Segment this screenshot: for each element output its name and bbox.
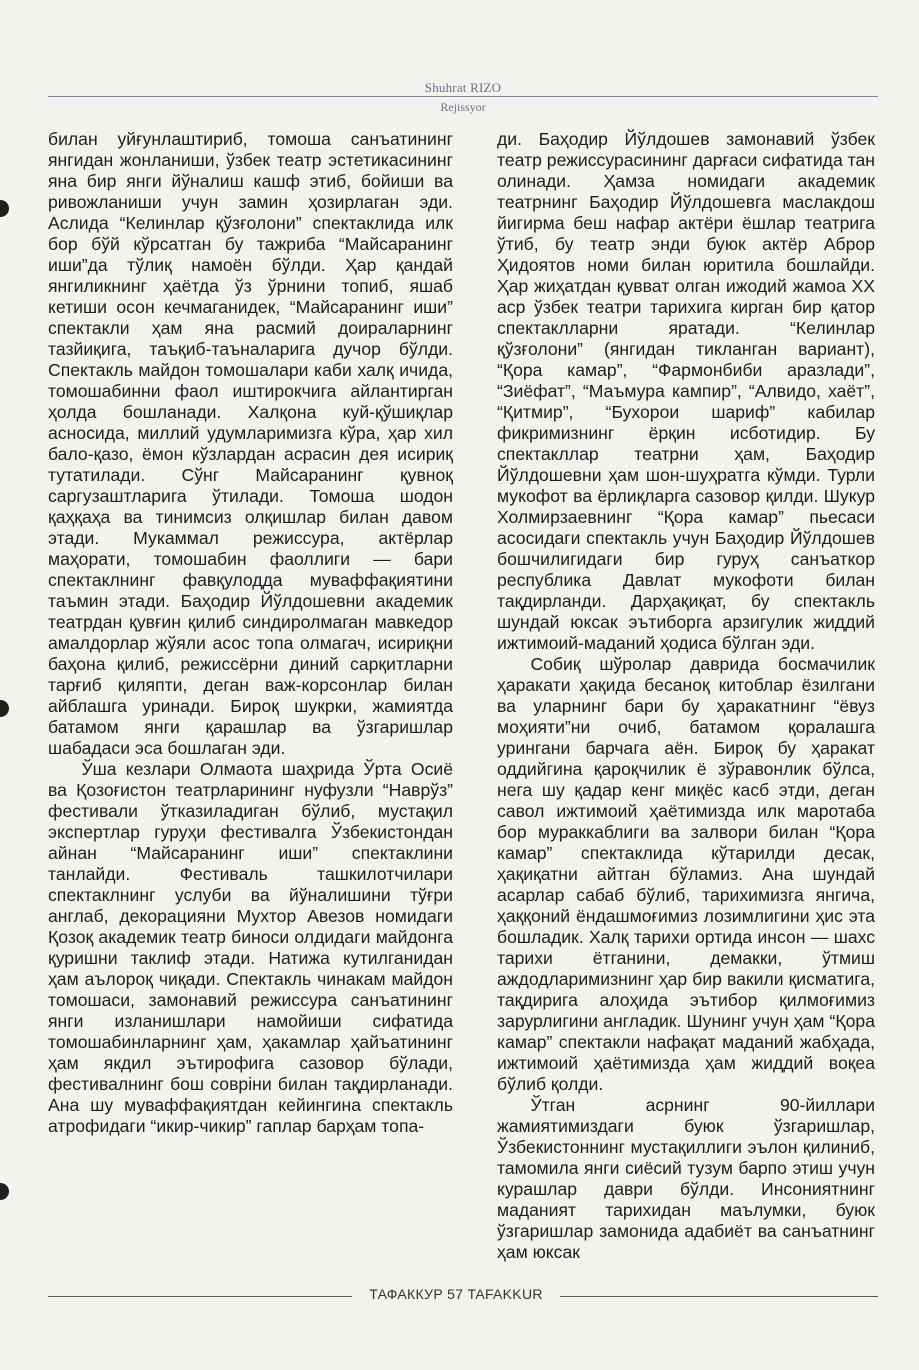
footer-page-label: ТАФАККУР 57 TAFAKKUR [369, 1286, 543, 1302]
punch-hole-mark [0, 1183, 9, 1200]
paragraph: билан уйғунлаштириб, томоша санъатининг янгидан жонланиши, ўзбек театр эстетикасининг яна бир янги йўналиш кашф этиб, бойиши ва ривожланиши учун замин ҳозирлаган эди. Аслида “Келинлар қўзғолони” спектаклида илк бор бўй кўрсатган бу тажриба “Майсаранинг иши”да тўлиқ намоён бўлди. Ҳар қандай янгиликнинг ҳаётда ўз ўрнини топиб, яшаб кетиши осон кечмаганидек, “Майсаранинг иши” спектакли ҳам яна расмий доираларнинг тазйиқига, таъқиб-таъналарига дучор бўлди. Спектакль майдон томошалари каби халқ ичида, томошабинни фаол иштирокчига айлантирган ҳолда бошланади. Халқона куй-қўшиқлар асносида, миллий удумларимизга кўра, ҳар хил бало-қазо, ёмон кўзлардан асрасин дея исириқ тутатилади. Сўнг Майсаранинг қувноқ саргузаштларига ўтилади. Томоша шодон қаҳқаҳа ва тинимсиз олқишлар билан давом этади. Мукаммал режиссура, актёрлар маҳорати, томошабин фаоллиги — бари спектаклнинг фавқулодда муваффақиятини таъмин этади. Баҳодир Йўлдошевни академик театрдан қувғин қилиб синдиролмаган мавкедор амалдорлар жўяли асос топа олмагач, исириқни баҳона қилиб, режиссёрни диний сарқитларни тарғиб қиляпти, деган важ-корсонлар билан айблашга уринади. Бироқ шукрки, жамиятда батамом янги қарашлар ва ўзгаришлар шабадаси эса бошлаган эди. [48, 129, 453, 758]
left-column [48, 129, 453, 1137]
paragraph: Собиқ шўролар даврида босмачилик ҳаракати ҳақида бесаноқ китоблар ёзилгани ва уларнинг бари бу ҳаракатнинг “ёвуз моҳияти”ни очиб, батамом қоралашга урингани барчага аён. Бироқ бу ҳаракат оддийгина қароқчилик ё зўравонлик бўлса, нега шу қадар кенг миқёс касб этди, деган савол ижтимоий ҳаётимизда илк маротаба бор мураккаблиги ва залвори билан “Қора камар” спектаклида кўтарилди десак, ҳақиқатни айтган бўламиз. Ана шундай асарлар сабаб бўлиб, тарихимизга янгича, ҳаққоний ёндашмоғимиз лозимлигини ҳис эта бошладик. Халқ тарихи ортида инсон — шахс тарихи ётганини, демакки, ўтмиш аждодларимизнинг ҳар бир вакили қисматига, тақдирига алоҳида эътибор қилмоғимиз зарурлигини англадик. Шунинг учун ҳам “Қора камар” спектакли нафақат маданий жабҳада, ижтимоий ҳаётимизда ҳам жиддий воқеа бўлиб қолди. [497, 654, 875, 1094]
paragraph: ди. Баҳодир Йўлдошев замонавий ўзбек театр режиссурасининг дарғаси сифатида тан олинади. Ҳамза номидаги академик театрнинг Баҳодир Йўлдошевга маслакдош йигирма беш нафар актёри ёшлар театрига ўтиб, бу театр энди буюк актёр Аброр Ҳидоятов номи билан юритила бошлайди. Ҳар жиҳатдан қувват олган ижодий жамоа XX аср ўзбек театри тарихига кирган бир қатор спектаклларни яратади. “Келинлар қўзғолони” (янгидан тикланган вариант), “Қора камар”, “Фармонбиби аразлади”, “Зиёфат”, “Маъмура кампир”, “Алвидо, хаёт”, “Қитмир”, “Бухорои шариф” кабилар фикримизнинг ёрқин исботидир. Бу спектакллар театрни ҳам, Баҳодир Йўлдошевни ҳам шон-шуҳратга кўмди. Турли мукофот ва ёрлиқларга сазовор қилди. Шукур Холмирзаевнинг “Қора камар” пьесаси асосидаги спектакль учун Баҳодир Йўлдошев бошчилигидаги бир гуруҳ санъаткор республика Давлат мукофоти билан тақдирланди. Дарҳақиқат, бу спектакль шундай юксак эътиборга арзигулик жиддий ижтимоий-маданий ҳодиса бўлган эди. [497, 129, 875, 653]
punch-hole-mark [0, 700, 9, 717]
header-author: Shuhrat RIZO [424, 80, 502, 95]
header-rule [48, 96, 878, 97]
running-header [48, 80, 878, 120]
right-column [497, 129, 875, 1263]
paragraph: Ўша кезлари Олмаота шаҳрида Ўрта Осиё ва Қозоғистон театрларининг нуфузли “Наврўз” фестивали ўтказиладиган бўлиб, мустақил экспертлар гуруҳи фестивалга Ўзбекистондан айнан “Майсаранинг иши” спектаклини танлайди. Фестиваль ташкилотчилари спектаклнинг услуби ва йўналишини тўғри англаб, декорацияни Мухтор Авезов номидаги Қозоқ академик театр биноси олдидаги майдонга қуришни таклиф этади. Натижа кутилганидан ҳам аълороқ чиқади. Спектакль чинакам майдон томошаси, замонавий режиссура санъатининг янги изланишлари намойиши сифатида томошабинларнинг ҳам, ҳакамлар ҳайъатининг ҳам якдил эътирофига сазовор бўлади, фестивалнинг бош совріни билан тақдирланади. Ана шу муваффақиятдан кейингина спектакль атрофидаги “икир-чикир” гаплар барҳам топа- [48, 759, 453, 1136]
punch-hole-mark [0, 200, 9, 217]
header-role: Rejissyor [440, 100, 486, 114]
page-footer [48, 1284, 878, 1308]
footer-rule [48, 1296, 352, 1297]
paragraph: Ўтган асрнинг 90-йиллари жамиятимиздаги буюк ўзгаришлар, Ўзбекистоннинг мустақиллиги эълон қилиниб, тамомила янги сиёсий тузум барпо этиш учун курашлар даври бўлди. Инсониятнинг маданият тарихидан маълумки, буюк ўзгаришлар замонида адабиёт ва санъатнинг ҳам юксак [497, 1095, 875, 1262]
footer-rule [560, 1296, 878, 1297]
